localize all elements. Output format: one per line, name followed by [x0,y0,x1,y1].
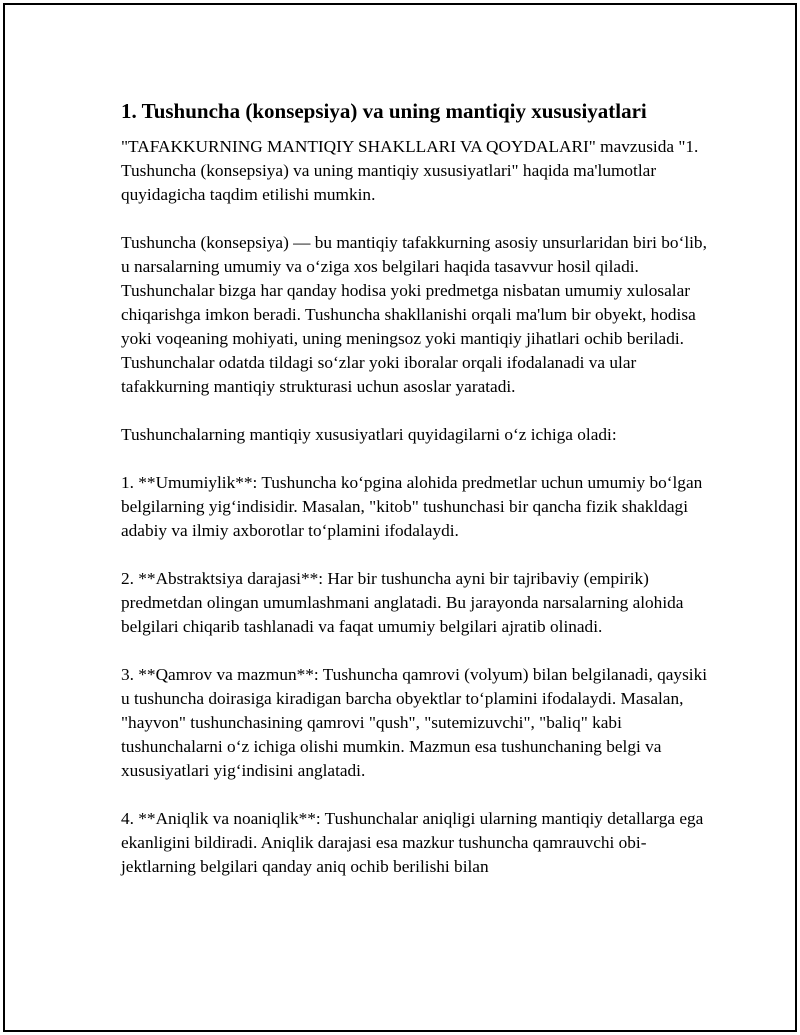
definition-paragraph: Tushuncha (konsepsiya) — bu mantiqiy tafakkurning asosiy unsurlaridan biri bo‘lib, u narsalarning umumiy va o‘ziga xos belgilari haqida tasavvur hosil qiladi. Tushunchalar bizga har qanday hodisa yoki predmetga nisbatan umumiy xulosalar chiqarishga imkon beradi. Tushuncha shakllanishi orqali ma'lum bir obyekt, hodisa yoki voqeaning mohiyati, uning meningsoz yoki mantiqiy jihatlari ochib beriladi. Tushunchalar odatda tildagi so‘zlar yoki iboralar orqali ifodalanadi va ular tafakkurning mantiqiy strukturasi uchun asoslar yaratadi. [121,233,707,396]
document-title: 1. Tushuncha (konsepsiya) va uning mantiqiy xususiyatlari [121,99,647,123]
list-item-abstraction: 2. **Abstraktsiya darajasi**: Har bir tushuncha ayni bir tajribaviy (empirik) predmetdan olingan umumlashmani anglatadi. Bu jarayonda narsalarning alohida belgilari chiqarib tashlanadi va faqat umumiy belgilari ajratib olinadi. [121,569,684,636]
list-item-precision: 4. **Aniqlik va noaniqlik**: Tushunchalar aniqligi ularning mantiqiy detallarga ega ekanligini bildiradi. Aniqlik darajasi esa mazkur tushuncha qamrauvchi obi-jektlarning belgilari qanday aniq ochib berilishi bilan [121,809,704,876]
list-item-scope-content: 3. **Qamrov va mazmun**: Tushuncha qamrovi (volyum) bilan belgilanadi, qaysiki u tushuncha doirasiga kiradigan barcha obyektlar to‘plamini ifodalaydi. Masalan, "hayvon" tushunchasining qamrovi "qush", "sutemizuvchi", "baliq" kabi tushunchalarni o‘z ichiga olishi mumkin. Mazmun esa tushunchaning belgi va xususiyatlari yig‘indisini anglatadi. [121,665,708,780]
list-item-generality: 1. **Umumiylik**: Tushuncha ko‘pgina alohida predmetlar uchun umumiy bo‘lgan belgilarning yig‘indisidir. Masalan, "kitob" tushunchasi bir qancha fizik shakldagi adabiy va ilmiy axborotlar to‘plamini ifodalaydi. [121,473,703,540]
document-page [3,3,797,1032]
intro-paragraph: "TAFAKKURNING MANTIQIY SHAKLLARI VA QOYDALARI" mavzusida "1. Tushuncha (konsepsiya) va uning mantiqiy xususiyatlari" haqida ma'lumotlar quyidagicha taqdim etilishi mumkin. [121,137,699,204]
properties-intro-paragraph: Tushunchalarning mantiqiy xususiyatlari quyidagilarni o‘z ichiga oladi: [121,425,617,444]
document-content [121,98,711,903]
